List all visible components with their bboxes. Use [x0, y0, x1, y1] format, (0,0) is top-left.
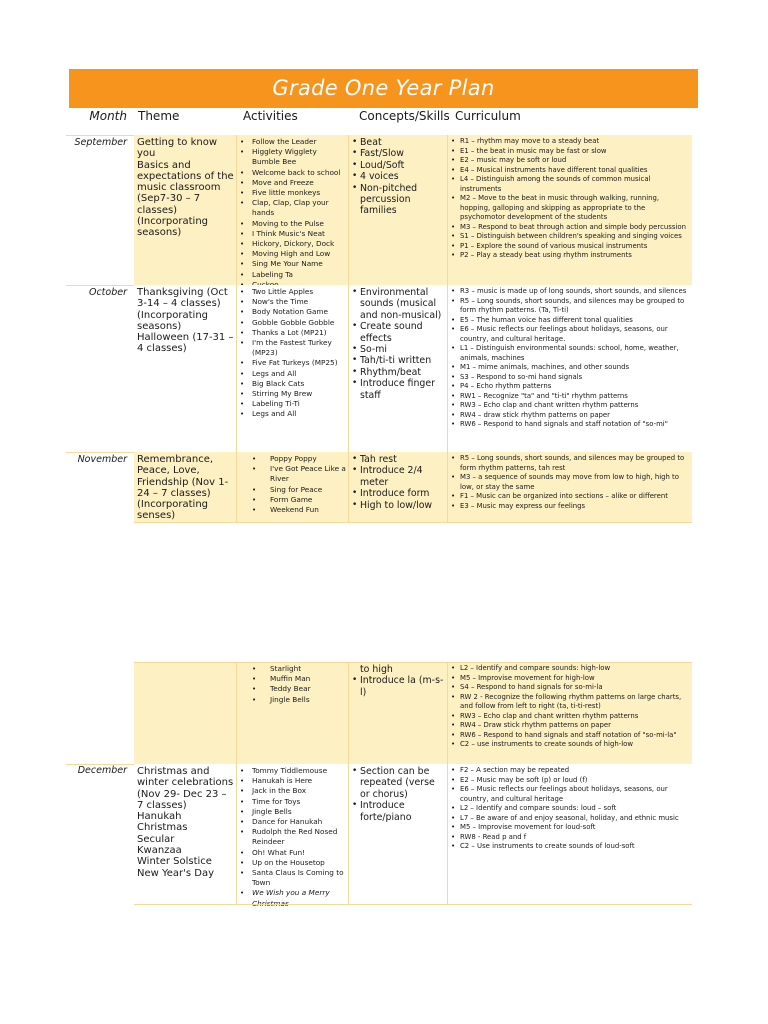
table-row: [0, 452, 768, 522]
concepts-list: [352, 287, 445, 401]
list-item: • E4 – Musical instruments have different tonal qualities: [451, 166, 690, 176]
list-item: • Rudolph the Red Nosed Reindeer: [246, 827, 346, 847]
list-item: • S1 – Distinguish between children's speaking and singing voices: [451, 232, 690, 242]
concepts-list: [352, 766, 445, 823]
activities-cell: [237, 452, 349, 522]
divider: [134, 522, 692, 523]
header-month: Month: [89, 109, 127, 123]
activities-list: [246, 287, 346, 420]
month-label: September: [74, 137, 127, 148]
concepts-cell: [349, 285, 448, 452]
list-item: • Legs and All: [246, 409, 346, 419]
list-item: • L1 – Distinguish environmental sounds: school, home, weather, animals, machines: [451, 344, 690, 363]
list-item: • RW1 – Recognize "ta" and "ti-ti" rhythm patterns: [451, 392, 690, 402]
activities-list: [246, 766, 346, 909]
list-item: • Jingle Bells: [246, 807, 346, 817]
curriculum-list: [451, 766, 690, 852]
list-item: • We Wish you a Merry Christmas: [246, 888, 346, 908]
curriculum-list: [451, 137, 690, 261]
list-item: • I Think Music's Neat: [246, 229, 346, 239]
header-activities: Activities: [243, 109, 298, 123]
list-item: • Five Fat Turkeys (MP25): [246, 358, 346, 368]
list-item: • I've Got Peace Like a River: [246, 464, 346, 484]
list-item: • Moving High and Low: [246, 249, 346, 259]
list-item: • Hanukah is Here: [246, 776, 346, 786]
list-item: • Big Black Cats: [246, 379, 346, 389]
table-row: [0, 764, 768, 908]
list-item: • RW4 – Draw stick rhythm patterns on paper: [451, 721, 690, 731]
table-header: [0, 108, 768, 136]
curriculum-cell: [448, 764, 692, 904]
list-item: • E2 – music may be soft or loud: [451, 156, 690, 166]
list-item: • Introduce la (m-s-l): [352, 675, 445, 698]
concepts-list: [352, 664, 445, 675]
activities-cell: [237, 764, 349, 908]
list-item: • Jingle Bells: [246, 695, 346, 705]
list-item: • Teddy Bear: [246, 684, 346, 694]
list-item: • Introduce forte/piano: [352, 800, 445, 823]
list-item: • R5 – Long sounds, short sounds, and silences may be grouped to form rhythm patterns. (Ta, Ti-ti): [451, 297, 690, 316]
list-item: • Dance for Hanukah: [246, 817, 346, 827]
list-item: • Beat: [352, 137, 445, 148]
theme-cell: [134, 135, 237, 285]
list-item: • M2 – Move to the beat in music through walking, running, hopping, galloping and skipping as appropriate to the psychomotor development of the students: [451, 194, 690, 223]
list-item: • L7 – Be aware of and enjoy seasonal, holiday, and ethnic music: [451, 814, 690, 824]
list-item: • C2 – use instruments to create sounds of high-low: [451, 740, 690, 750]
list-item: • Moving to the Pulse: [246, 219, 346, 229]
header-concepts: Concepts/Skills: [359, 109, 450, 123]
list-item: • Follow the Leader: [246, 137, 346, 147]
activities-list: [246, 454, 346, 515]
list-item: • Fast/Slow: [352, 148, 445, 159]
list-item: • Tah rest: [352, 454, 445, 465]
activities-list: [246, 664, 346, 705]
list-item: • Introduce form: [352, 488, 445, 499]
concepts-list: [352, 454, 445, 511]
theme-text: Thanksgiving (Oct 3-14 – 4 classes) (Incorporating seasons) Halloween (17-31 – 4 classes): [137, 287, 234, 355]
concepts-list: [352, 675, 445, 698]
list-item: • M1 – mime animals, machines, and other sounds: [451, 363, 690, 373]
list-item: • Move and Freeze: [246, 178, 346, 188]
list-item: • Gobble Gobble Gobble: [246, 318, 346, 328]
list-item: • L4 – Distinguish among the sounds of common musical instruments: [451, 175, 690, 194]
list-item: • RW3 – Echo clap and chant written rhythm patterns: [451, 712, 690, 722]
concepts-cell: [349, 662, 448, 764]
list-item: • Labeling Ti-Ti: [246, 399, 346, 409]
list-item: • RW4 – draw stick rhythm patterns on paper: [451, 411, 690, 421]
list-item: • Poppy Poppy: [246, 454, 346, 464]
list-item: • Sing for Peace: [246, 485, 346, 495]
theme-cell: [134, 452, 237, 522]
header-curriculum: Curriculum: [455, 109, 521, 123]
list-item: • Starlight: [246, 664, 346, 674]
list-item: • RW6 – Respond to hand signals and staff notation of "so-mi-la": [451, 731, 690, 741]
activities-cell: [237, 285, 349, 452]
list-item: to high: [360, 664, 393, 675]
list-item: • Non-pitched percussion families: [352, 183, 445, 217]
list-item: • R1 – rhythm may move to a steady beat: [451, 137, 690, 147]
list-item: • Form Game: [246, 495, 346, 505]
table-row: [0, 285, 768, 452]
list-item: • Santa Claus Is Coming to Town: [246, 868, 346, 888]
table-row: [0, 662, 768, 764]
concepts-cell: [349, 135, 448, 285]
list-item: • Jack in the Box: [246, 786, 346, 796]
list-item: • L2 – Identify and compare sounds: loud – soft: [451, 804, 690, 814]
list-item: • S3 – Respond to so-mi hand signals: [451, 373, 690, 383]
theme-text: Remembrance, Peace, Love, Friendship (Nov 1-24 – 7 classes) (Incorporating senses): [137, 454, 229, 522]
list-item: • Now's the Time: [246, 297, 346, 307]
list-item: • E6 – Music reflects our feelings about holidays, seasons, our country, and cultural heritage.: [451, 325, 690, 344]
list-item: • E6 – Music reflects our feelings about holidays, seasons, our country, and cultural heritage: [451, 785, 690, 804]
curriculum-cell: [448, 452, 692, 522]
activities-list: [246, 137, 346, 290]
month-label: November: [77, 454, 127, 465]
theme-text: Getting to know you Basics and expectations of the music classroom (Sep7-30 – 7 classes) (Incorporating seasons): [137, 137, 234, 239]
list-item: • E1 – the beat in music may be fast or slow: [451, 147, 690, 157]
list-item: • E2 – Music may be soft (p) or loud (f): [451, 776, 690, 786]
list-item: • S4 – Respond to hand signals for so-mi-la: [451, 683, 690, 693]
concepts-cell: [349, 764, 448, 904]
divider: [134, 904, 692, 905]
list-item: • P1 – Explore the sound of various musical instruments: [451, 242, 690, 252]
table-row: [0, 135, 768, 285]
curriculum-list: [451, 664, 690, 750]
list-item: • High to low/low: [352, 500, 445, 511]
list-item: • M3 – Respond to beat through action and simple body percussion: [451, 223, 690, 233]
curriculum-list: [451, 454, 690, 511]
list-item: • Weekend Fun: [246, 505, 346, 515]
list-item: • Environmental sounds (musical and non-musical): [352, 287, 445, 321]
list-item: • Section can be repeated (verse or chorus): [352, 766, 445, 800]
header-theme: Theme: [138, 109, 180, 123]
list-item: • P2 – Play a steady beat using rhythm instruments: [451, 251, 690, 261]
activities-cell: [237, 662, 349, 764]
list-item: • Sing Me Your Name: [246, 259, 346, 269]
list-item: • Introduce 2/4 meter: [352, 465, 445, 488]
list-item: • F2 – A section may be repeated: [451, 766, 690, 776]
list-item: • Two Little Apples: [246, 287, 346, 297]
list-item: • E5 – The human voice has different tonal qualities: [451, 316, 690, 326]
list-item: • Loud/Soft: [352, 160, 445, 171]
theme-text: Christmas and winter celebrations (Nov 29- Dec 23 – 7 classes) Hanukah Christmas Secular Kwanzaa Winter Solstice New Year's Day: [137, 766, 234, 879]
month-label: December: [77, 765, 127, 776]
list-item: • 4 voices: [352, 171, 445, 182]
list-item: • So-mi: [352, 344, 445, 355]
activities-cell: [237, 135, 349, 285]
curriculum-cell: [448, 135, 692, 285]
list-item: • Legs and All: [246, 369, 346, 379]
list-item: • R3 – music is made up of long sounds, short sounds, and silences: [451, 287, 690, 297]
list-item: • Time for Toys: [246, 797, 346, 807]
list-item: • C2 – Use instruments to create sounds of loud-soft: [451, 842, 690, 852]
theme-cell: [134, 662, 237, 764]
theme-cell: [134, 764, 237, 904]
curriculum-cell: [448, 662, 692, 764]
list-item: • F1 – Music can be organized into sections – alike or different: [451, 492, 690, 502]
list-item: • I'm the Fastest Turkey (MP23): [246, 338, 346, 358]
document-title: Grade One Year Plan: [69, 69, 698, 108]
list-item: • Labeling Ta: [246, 270, 346, 280]
concepts-list: [352, 137, 445, 217]
list-item: • Higglety Wigglety Bumble Bee: [246, 147, 346, 167]
list-item: • Oh! What Fun!: [246, 848, 346, 858]
list-item: • R5 – Long sounds, short sounds, and silences may be grouped to form rhythm patterns, tah rest: [451, 454, 690, 473]
theme-cell: [134, 285, 237, 452]
list-item: • RW6 – Respond to hand signals and staff notation of "so-mi": [451, 420, 690, 430]
list-item: • Body Notation Game: [246, 307, 346, 317]
list-item: • L2 – Identify and compare sounds: high-low: [451, 664, 690, 674]
curriculum-list: [451, 287, 690, 430]
curriculum-cell: [448, 285, 692, 452]
list-item: • Stirring My Brew: [246, 389, 346, 399]
list-item: • Five little monkeys: [246, 188, 346, 198]
list-item: • RW 2 - Recognize the following rhythm patterns on large charts, and follow from left to right (ta, ti-ti-rest): [451, 693, 690, 712]
list-item: • Up on the Housetop: [246, 858, 346, 868]
list-item: • M5 – Improvise movement for loud-soft: [451, 823, 690, 833]
list-item: • Tah/ti-ti written: [352, 355, 445, 366]
list-item: • P4 – Echo rhythm patterns: [451, 382, 690, 392]
list-item: • Welcome back to school: [246, 168, 346, 178]
list-item: • Introduce finger staff: [352, 378, 445, 401]
month-label: October: [88, 287, 127, 298]
list-item: • RW8 - Read p and f: [451, 833, 690, 843]
concepts-cell: [349, 452, 448, 522]
list-item: • M5 – Improvise movement for high-low: [451, 674, 690, 684]
list-item: • Tommy Tiddlemouse: [246, 766, 346, 776]
list-item: • RW3 – Echo clap and chant written rhythm patterns: [451, 401, 690, 411]
list-item: • Create sound effects: [352, 321, 445, 344]
divider: [134, 662, 692, 663]
list-item: • Hickory, Dickory, Dock: [246, 239, 346, 249]
list-item: • Rhythm/beat: [352, 367, 445, 378]
list-item: • M3 – a sequence of sounds may move from low to high, high to low, or stay the same: [451, 473, 690, 492]
list-item: • Clap, Clap, Clap your hands: [246, 198, 346, 218]
list-item: • E3 – Music may express our feelings: [451, 502, 690, 512]
list-item: • Thanks a Lot (MP21): [246, 328, 346, 338]
list-item: • Muffin Man: [246, 674, 346, 684]
